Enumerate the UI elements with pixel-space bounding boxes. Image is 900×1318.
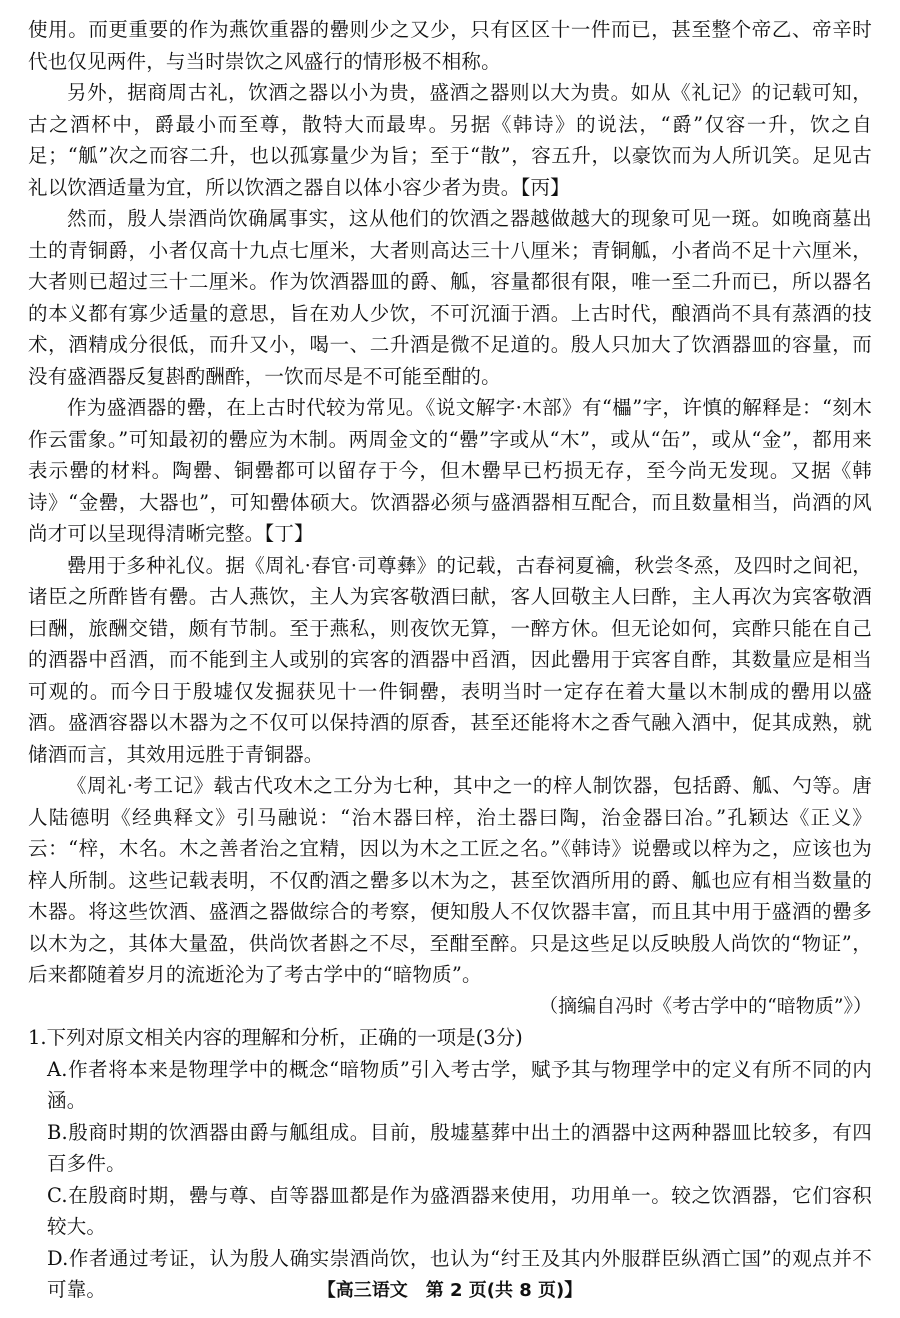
option-d: D.作者通过考证，认为殷人确实崇酒尚饮，也认为“纣王及其内外服群臣纵酒亡国”的观点并不可靠。: [47, 1246, 872, 1301]
paragraph-lei-vessel: 作为盛酒器的罍，在上古时代较为常见。《说文解字·木部》有“櫑”字，许慎的解释是：“刻木作云雷象。”可知最初的罍应为木制。两周金文的“罍”字或从“木”，或从“缶”，或从“金”，都用来表示罍的材料。陶罍、铜罍都可以留存于今，但木罍早已朽损无存，至今尚无发现。又据《韩诗》“金罍，大器也”，可知罍体硕大。饮酒器必须与盛酒器相互配合，而且数量相当，尚酒的风尚才可以呈现得清晰完整。【丁】: [28, 396, 872, 545]
paragraph-wooden-vessels: 《周礼·考工记》载古代攻木之工分为七种，其中之一的梓人制饮器，包括爵、觚、勺等。唐人陆德明《经典释文》引马融说：“治木器曰梓，治土器曰陶，治金器曰冶。”孔颖达《正义》云：“梓，木名。木之善者治之宜精，因以为木之工匠之名。”《韩诗》说罍或以梓为之，应该也为梓人所制。这些记载表明，不仅酌酒之罍多以木为之，甚至饮酒所用的爵、觚也应有相当数量的木器。将这些饮酒、盛酒之器做综合的考察，便知殷人不仅饮器丰富，而且其中用于盛酒的罍多以木为之，其体大量盈，供尚饮者斟之不尽，至酣至醉。只是这些足以反映殷人尚饮的“物证”，后来都随着岁月的流逝沦为了考古学中的“暗物质”。: [28, 774, 872, 986]
option-a: A.作者将本来是物理学中的概念“暗物质”引入考古学，赋予其与物理学中的定义有所不同的内涵。: [47, 1057, 872, 1112]
page-footer: 【高三语文 第 2 页(共 8 页)】: [317, 1280, 583, 1301]
question-block: [28, 1022, 872, 1306]
paragraph-continued: 使用。而更重要的作为燕饮重器的罍则少之又少，只有区区十一件而已，甚至整个帝乙、帝辛时代也仅见两件，与当时崇饮之风盛行的情形极不相称。: [28, 18, 872, 73]
option-c: C.在殷商时期，罍与尊、卣等器皿都是作为盛酒器来使用，功用单一。较之饮酒器，它们容积较大。: [47, 1183, 872, 1238]
paragraph-drinking-vessels: 然而，殷人崇酒尚饮确属事实，这从他们的饮酒之器越做越大的现象可见一斑。如晚商墓出土的青铜爵，小者仅高十九点七厘米，大者则高达三十八厘米；青铜觚，小者尚不足十六厘米，大者则已超过三十二厘米。作为饮酒器皿的爵、觚，容量都很有限，唯一至二升而已，所以器名的本义都有寡少适量的意思，旨在劝人少饮，不可沉湎于酒。上古时代，酿酒尚不具有蒸酒的技术，酒精成分很低，而升又小，喝一、二升酒是微不足道的。殷人只加大了饮酒器皿的容量，而没有盛酒器反复斟酌酬酢，一饮而尽是不可能至酣的。: [28, 207, 872, 388]
source-citation: （摘编自冯时《考古学中的“暗物质”》）: [539, 994, 872, 1017]
question-stem: 1.下列对原文相关内容的理解和分析，正确的一项是(3分): [28, 1026, 523, 1049]
document-page: [28, 14, 872, 1306]
paragraph-ancient-rites: 另外，据商周古礼，饮酒之器以小为贵，盛酒之器则以大为贵。如从《礼记》的记载可知，古之酒杯中，爵最小而至尊，散特大而最卑。另据《韩诗》的说法，“爵”仅容一升，饮之自足；“觚”次之而容二升，也以孤寡量少为旨；至于“散”，容五升，以豪饮而为人所讥笑。足见古礼以饮酒适量为宜，所以饮酒之器自以体小容少者为贵。【丙】: [28, 81, 872, 199]
option-b: B.殷商时期的饮酒器由爵与觚组成。目前，殷墟墓葬中出土的酒器中这两种器皿比较多，有四百多件。: [47, 1120, 872, 1175]
paragraph-lei-rituals: 罍用于多种礼仪。据《周礼·春官·司尊彝》的记载，古春祠夏禴，秋尝冬烝，及四时之间祀，诸臣之所酢皆有罍。古人燕饮，主人为宾客敬酒曰献，客人回敬主人曰酢，主人再次为宾客敬酒曰酬，旅酬交错，颇有节制。至于燕私，则夜饮无算，一醉方休。但无论如何，宾酢只能在自己的酒器中舀酒，而不能到主人或别的宾客的酒器中舀酒，因此罍用于宾客自酢，其数量应是相当可观的。而今日于殷墟仅发掘获见十一件铜罍，表明当时一定存在着大量以木制成的罍用以盛酒。盛酒容器以木器为之不仅可以保持酒的原香，甚至还能将木之香气融入酒中，促其成熟，就储酒而言，其效用远胜于青铜器。: [28, 553, 872, 766]
